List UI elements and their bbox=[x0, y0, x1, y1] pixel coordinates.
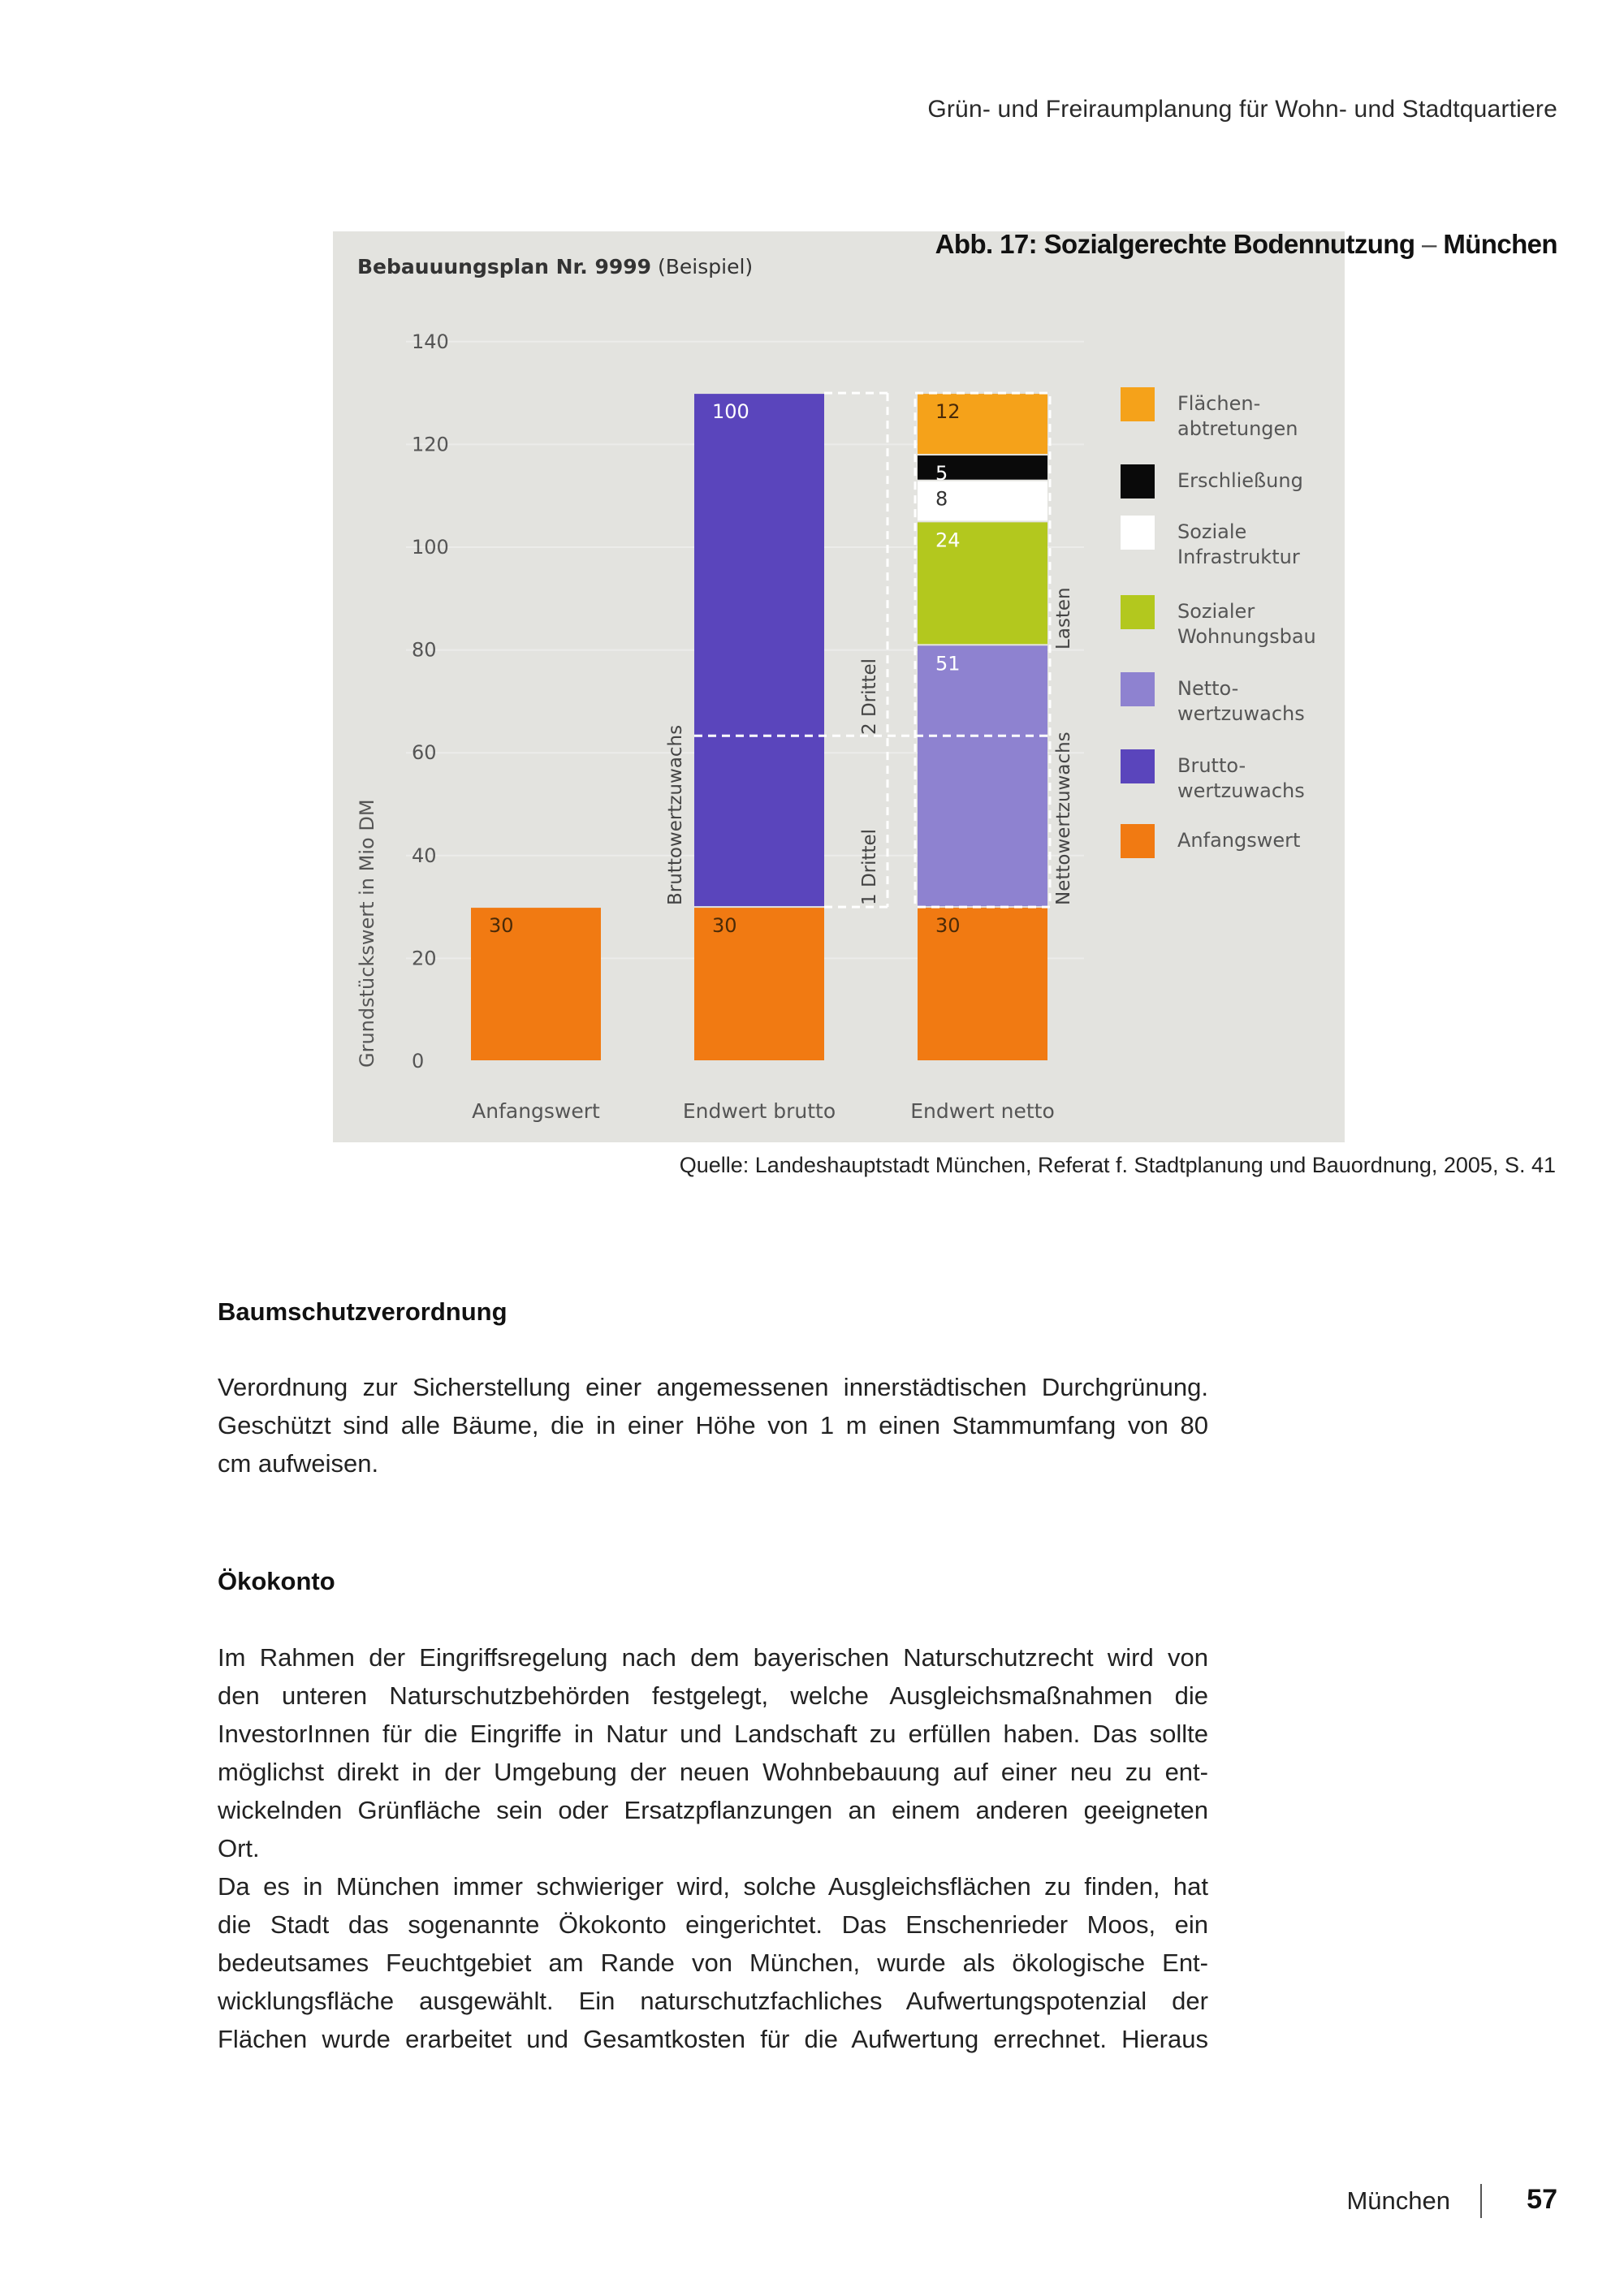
y-tick-label: 120 bbox=[412, 433, 449, 456]
paragraph-line: Ort. bbox=[218, 1834, 260, 1862]
legend-label: Infrastruktur bbox=[1177, 546, 1300, 568]
bar-value-label: 24 bbox=[935, 529, 961, 552]
y-tick-label: 0 bbox=[412, 1050, 425, 1072]
paragraph-line: Verordnung zur Sicherstellung einer angemessenen innerstädtischen Durchgrünung. bbox=[218, 1373, 1208, 1401]
paragraph-line: cm aufweisen. bbox=[218, 1449, 379, 1478]
heading-oekokonto: Ökokonto bbox=[218, 1567, 335, 1595]
x-tick-label: Endwert brutto bbox=[682, 1099, 836, 1123]
running-header: Grün- und Freiraumplanung für Wohn- und Stadtquartiere bbox=[927, 96, 1557, 123]
paragraph-baumschutzverordnung bbox=[218, 1368, 1208, 1482]
paragraph-line: bedeutsames Feuchtgebiet am Rande von München, wurde als ökologische Ent- bbox=[218, 1949, 1208, 1977]
legend-swatch bbox=[1121, 595, 1155, 629]
bar-segment bbox=[694, 394, 824, 906]
paragraph-line: den unteren Naturschutzbehörden festgelegt, welche Ausgleichsmaßnahmen die bbox=[218, 1681, 1208, 1710]
legend-label: wertzuwachs bbox=[1177, 779, 1305, 802]
footer-divider bbox=[1480, 2184, 1482, 2218]
legend-swatch bbox=[1121, 516, 1155, 550]
paragraph-line: wickelnden Grünfläche sein oder Ersatzpflanzungen an einem anderen geeigneten bbox=[218, 1796, 1208, 1824]
x-tick-label: Anfangswert bbox=[472, 1099, 600, 1123]
bar-value-label: 51 bbox=[935, 652, 961, 675]
heading-baumschutzverordnung: Baumschutzverordnung bbox=[218, 1297, 508, 1326]
chart-title-sub: (Beispiel) bbox=[651, 255, 754, 278]
figure-title-dash: – bbox=[1422, 229, 1436, 259]
legend-label: abtretungen bbox=[1177, 417, 1298, 440]
legend-label: Sozialer bbox=[1177, 600, 1255, 623]
page-number: 57 bbox=[1527, 2184, 1557, 2215]
legend-swatch bbox=[1121, 672, 1155, 706]
paragraph-line: Geschützt sind alle Bäume, die in einer Höhe von 1 m einen Stammumfang von 80 bbox=[218, 1411, 1208, 1439]
legend-label: wertzuwachs bbox=[1177, 702, 1305, 725]
legend-label: Netto- bbox=[1177, 677, 1239, 700]
figure-title-main: Abb. 17: Sozialgerechte Bodennutzung bbox=[935, 229, 1415, 259]
annotation-bruttowertzuwachs: Bruttowertzuwachs bbox=[665, 724, 686, 905]
figure-source: Quelle: Landeshauptstadt München, Referat f. Stadtplanung und Bauordnung, 2005, S. 41 bbox=[679, 1153, 1556, 1177]
footer-section-title: München bbox=[1346, 2186, 1450, 2215]
bar-value-label: 30 bbox=[489, 914, 514, 938]
bar-value-label: 12 bbox=[935, 400, 961, 424]
chart-title bbox=[357, 255, 753, 278]
paragraph-oekokonto bbox=[218, 1638, 1208, 2058]
bar-value-label: 30 bbox=[935, 914, 961, 938]
annotation-nettowertzuwachs: Nettowertzuwachs bbox=[1053, 732, 1074, 905]
bar-value-label: 8 bbox=[935, 487, 948, 511]
legend-label: Erschließung bbox=[1177, 469, 1303, 492]
annotation-lasten: Lasten bbox=[1053, 587, 1074, 650]
annotation-one-third: 1 Drittel bbox=[859, 828, 880, 905]
legend-label: Anfangswert bbox=[1177, 829, 1301, 852]
y-tick-label: 20 bbox=[412, 947, 437, 970]
x-tick-label: Endwert netto bbox=[910, 1099, 1055, 1123]
paragraph-line: möglichst direkt in der Umgebung der neuen Wohnbebauung auf einer neu zu ent- bbox=[218, 1758, 1208, 1786]
figure-title-city: München bbox=[1443, 229, 1557, 259]
legend-label: Soziale bbox=[1177, 520, 1247, 543]
y-tick-label: 40 bbox=[412, 844, 437, 867]
legend-swatch bbox=[1121, 824, 1155, 858]
bar-value-label: 100 bbox=[712, 400, 749, 424]
legend-label: Wohnungsbau bbox=[1177, 625, 1316, 648]
chart-title-main: Bebauuungsplan Nr. 9999 bbox=[357, 255, 652, 278]
bar-value-label: 5 bbox=[935, 462, 948, 486]
y-tick-label: 60 bbox=[412, 741, 437, 765]
bar-segment bbox=[918, 645, 1047, 906]
paragraph-line: Flächen wurde erarbeitet und Gesamtkosten für die Aufwertung errechnet. Hieraus bbox=[218, 2025, 1208, 2053]
paragraph-line: InvestorInnen für die Eingriffe in Natur und Landschaft zu erfüllen haben. Das sollte bbox=[218, 1720, 1208, 1748]
annotation-two-thirds: 2 Drittel bbox=[859, 658, 880, 735]
stacked-bar-chart bbox=[333, 231, 1345, 1142]
y-axis-label: Grundstückswert in Mio DM bbox=[356, 799, 378, 1068]
paragraph-line: Da es in München immer schwieriger wird, solche Ausgleichsflächen zu finden, hat bbox=[218, 1872, 1208, 1901]
legend-swatch bbox=[1121, 387, 1155, 421]
legend-label: Flächen- bbox=[1177, 392, 1261, 415]
paragraph-line: die Stadt das sogenannte Ökokonto eingerichtet. Das Enschenrieder Moos, ein bbox=[218, 1910, 1208, 1939]
legend-swatch bbox=[1121, 464, 1155, 498]
y-tick-label: 100 bbox=[412, 536, 449, 559]
figure-chart-panel bbox=[333, 231, 1345, 1142]
figure-title bbox=[935, 229, 1557, 260]
legend-label: Brutto- bbox=[1177, 754, 1246, 777]
y-tick-label: 140 bbox=[412, 330, 449, 353]
bar-value-label: 30 bbox=[712, 914, 737, 938]
paragraph-line: Im Rahmen der Eingriffsregelung nach dem bayerischen Naturschutzrecht wird von bbox=[218, 1643, 1208, 1672]
y-tick-label: 80 bbox=[412, 638, 437, 662]
legend-swatch bbox=[1121, 749, 1155, 783]
paragraph-line: wicklungsfläche ausgewählt. Ein naturschutzfachliches Aufwertungspotenzial der bbox=[218, 1987, 1208, 2015]
